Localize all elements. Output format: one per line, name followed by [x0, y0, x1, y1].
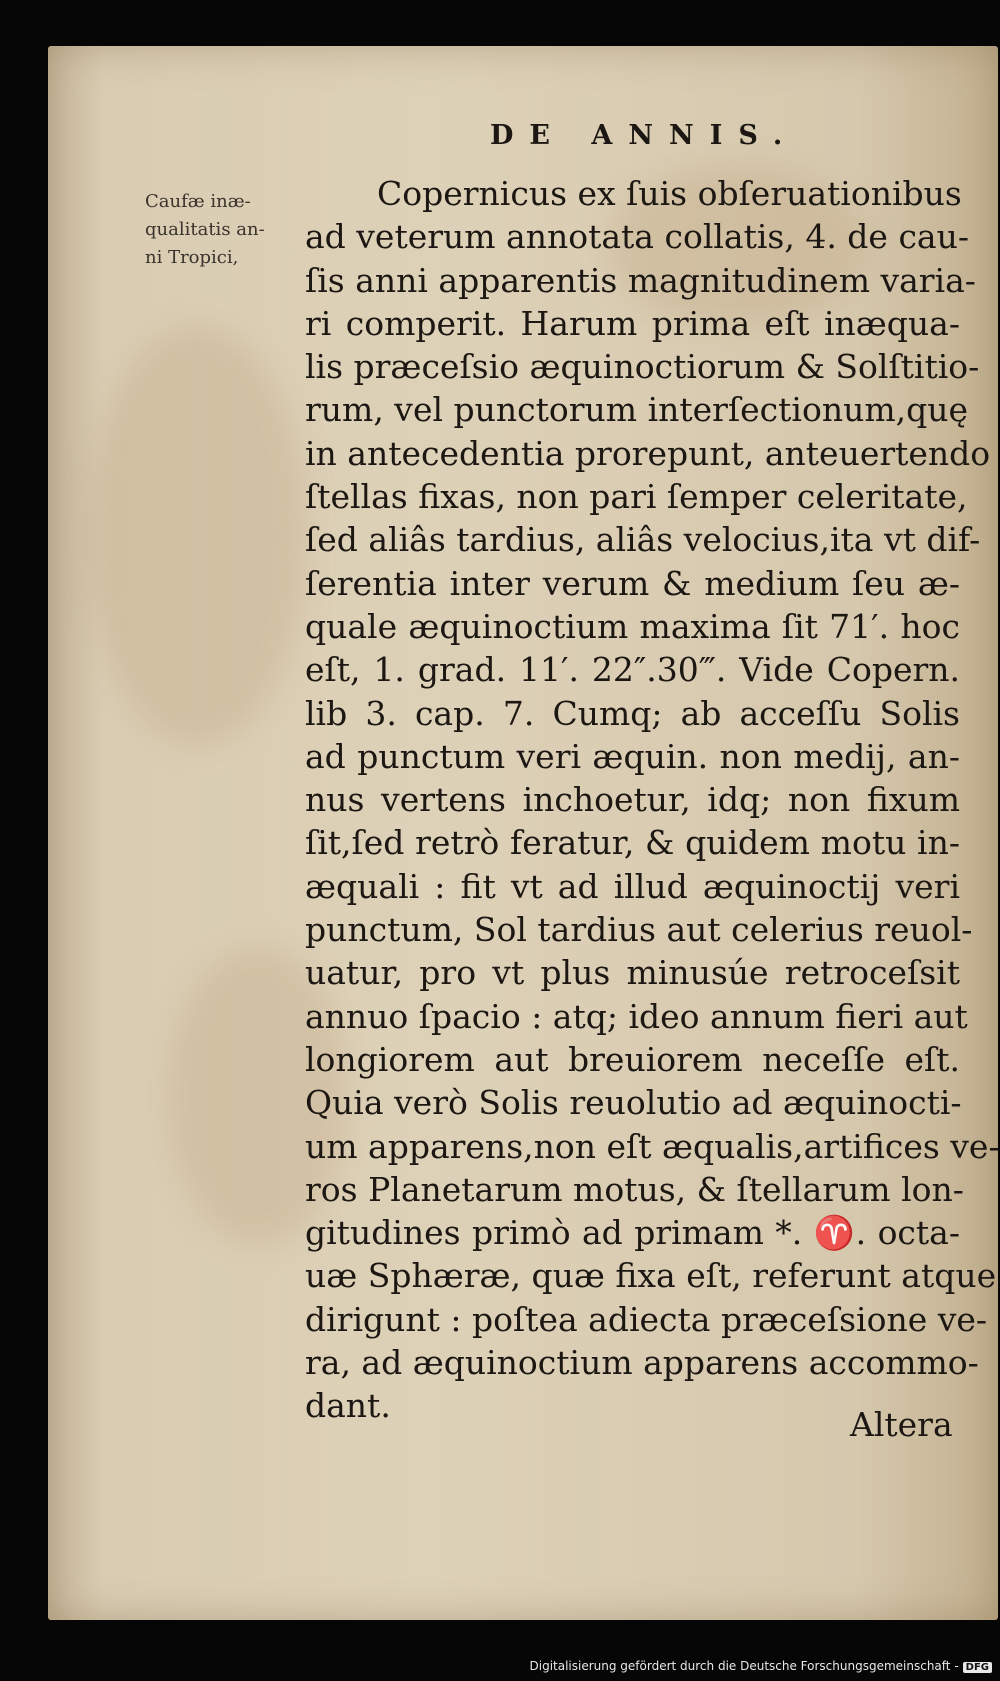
text-line: uæ Sphæræ, quæ fixa eſt, referunt atque [305, 1256, 997, 1296]
text-line: ri comperit. Harum prima eſt inæqua- [305, 303, 960, 343]
text-line: ſit,ſed retrò feratur, & quidem motu in- [305, 823, 960, 863]
margin-note [145, 188, 295, 272]
text-line: ſis anni apparentis magnitudinem varia- [305, 260, 976, 300]
text-line: ad punctum veri æquin. non medij, an- [305, 736, 960, 776]
page-stain [88, 326, 308, 746]
text-line: lib 3. cap. 7. Cumq; ab acceſſu Solis [305, 693, 960, 733]
text-line: longiorem aut breuiorem neceſſe eſt. [305, 1039, 960, 1079]
text-line: dant. [305, 1386, 391, 1426]
text-line: ad veterum annotata collatis, 4. de cau- [305, 217, 970, 257]
text-line: ſed aliâs tardius, aliâs velocius,ita vt dif- [305, 520, 981, 560]
text-line: eſt, 1. grad. 11′. 22″.30‴. Vide Copern. [305, 650, 960, 690]
text-line: ra, ad æquinoctium apparens accommo- [305, 1343, 979, 1383]
margin-note-line: qualitatis an- [145, 219, 265, 240]
text-line: rum, vel punctorum interſectionum,quę [305, 390, 969, 430]
text-line: lis præceſsio æquinoctiorum & Solſtitio- [305, 347, 980, 387]
text-line: in antecedentia prorepunt, anteuertendo [305, 433, 991, 473]
footer-credit [530, 1659, 993, 1673]
text-line: Quia verò Solis reuolutio ad æquinocti- [305, 1083, 962, 1123]
footer-text: Digitalisierung gefördert durch die Deutsche Forschungsgemeinschaft - [529, 1659, 959, 1673]
text-line: gitudines primò ad primam *. ♈. octa- [305, 1213, 960, 1253]
text-line: ſtellas fixas, non pari ſemper celeritate, [305, 477, 968, 517]
text-line: æquali : fit vt ad illud æquinoctij veri [305, 866, 960, 906]
running-head: DE ANNIS. [490, 120, 799, 151]
margin-note-line: Caufæ inæ- [145, 191, 251, 212]
body-text [305, 172, 1000, 1428]
text-line: ros Planetarum motus, & ſtellarum lon- [305, 1169, 964, 1209]
catchword: Altera [850, 1405, 953, 1444]
text-line: punctum, Sol tardius aut celerius reuol- [305, 910, 973, 950]
text-line: um apparens,non eſt æqualis,artifices ve- [305, 1126, 1000, 1166]
text-line: Copernicus ex ſuis obſeruationibus [377, 174, 962, 213]
text-line: ſerentia inter verum & medium ſeu æ- [305, 563, 960, 603]
text-line: annuo ſpacio : atq; ideo annum fieri aut [305, 996, 968, 1036]
dfg-logo-icon: DFG [963, 1662, 992, 1673]
text-line: dirigunt : poſtea adiecta præceſsione ve- [305, 1299, 988, 1339]
text-line: uatur, pro vt plus minusúe retroceſsit [305, 953, 960, 993]
text-line: quale æquinoctium maxima ſit 71′. hoc [305, 606, 960, 646]
margin-note-line: ni Tropici, [145, 247, 239, 268]
text-line: nus vertens inchoetur, idq; non fixum [305, 780, 960, 820]
